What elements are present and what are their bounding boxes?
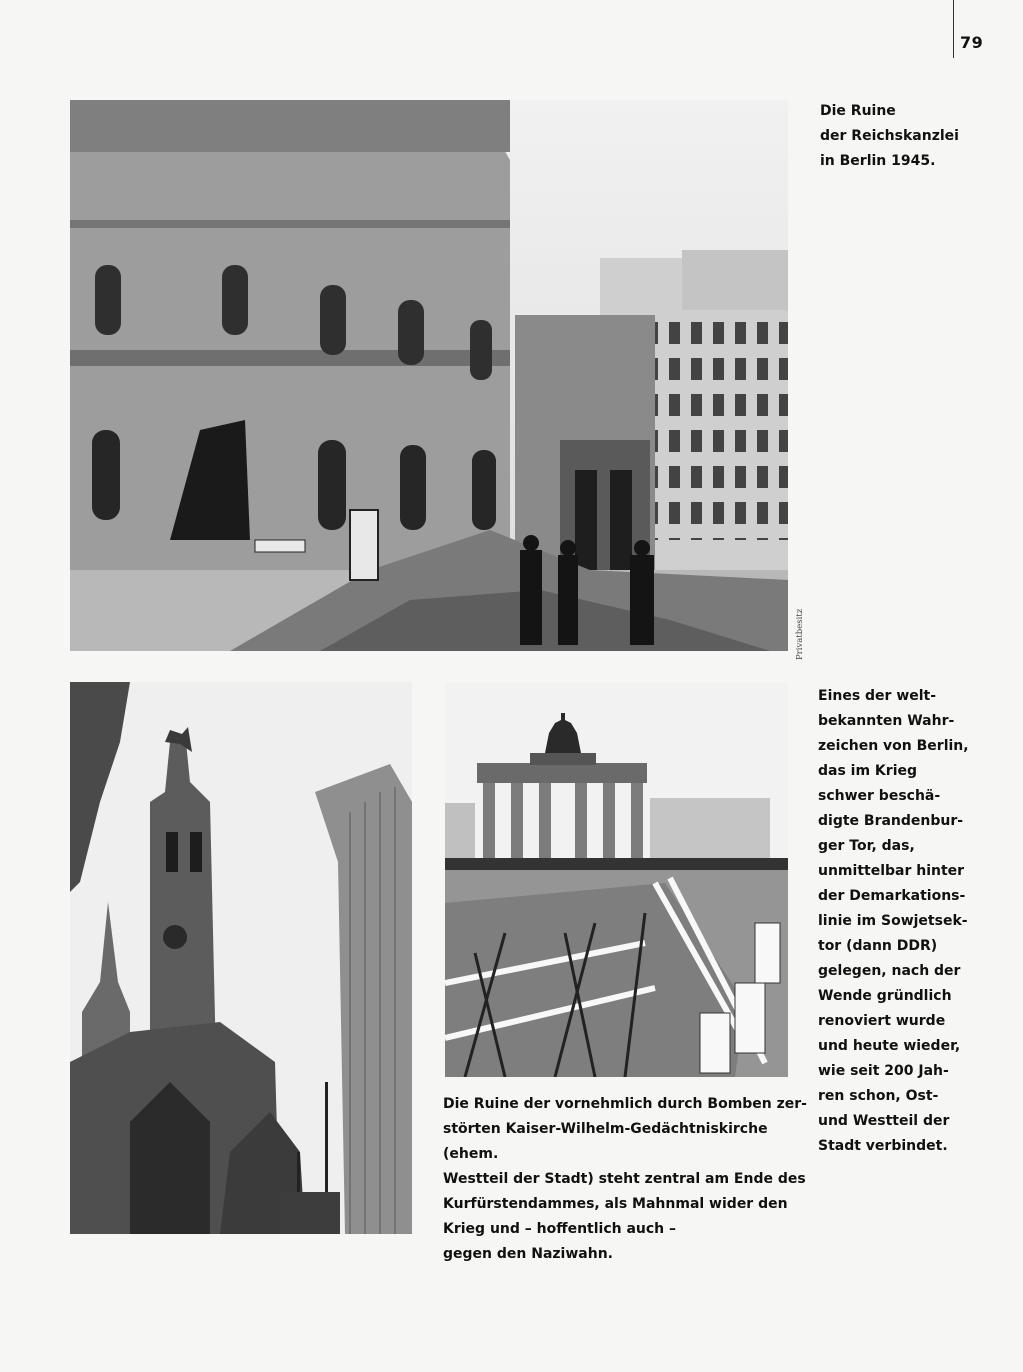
photo-gedaechtniskirche <box>70 682 412 1234</box>
caption-brandenburger-tor: Eines der welt- bekannten Wahr- zeichen von Berlin, das im Krieg schwer beschä- digte Brandenbur- ger Tor, das, unmittelbar hinter der Demarkations- linie im Sowjetsek- tor (dann DDR) gelegen, nach der Wende gründlich renoviert wurde und heute wieder, wie seit 200 Jah- ren schon, Ost- und Westteil der Stadt verbindet. <box>818 688 969 1154</box>
page-number: 79 <box>960 33 984 52</box>
photo-reichskanzlei-ruin <box>70 100 788 651</box>
photo-brandenburger-tor <box>445 683 788 1077</box>
caption-gedaechtniskirche: Die Ruine der vornehmlich durch Bomben zer- störten Kaiser-Wilhelm-Gedächtniskirche (ehem. Westteil der Stadt) steht zentral am Ende des Kurfürstendammes, als Mahnmal wider den Krieg und – hoffentlich auch – gegen den Naziwahn. <box>443 1096 807 1262</box>
page-rule <box>953 0 954 58</box>
photo-credit: Privatbesitz <box>795 608 805 660</box>
caption-reichskanzlei: Die Ruine der Reichskanzlei in Berlin 1945. <box>820 103 959 169</box>
